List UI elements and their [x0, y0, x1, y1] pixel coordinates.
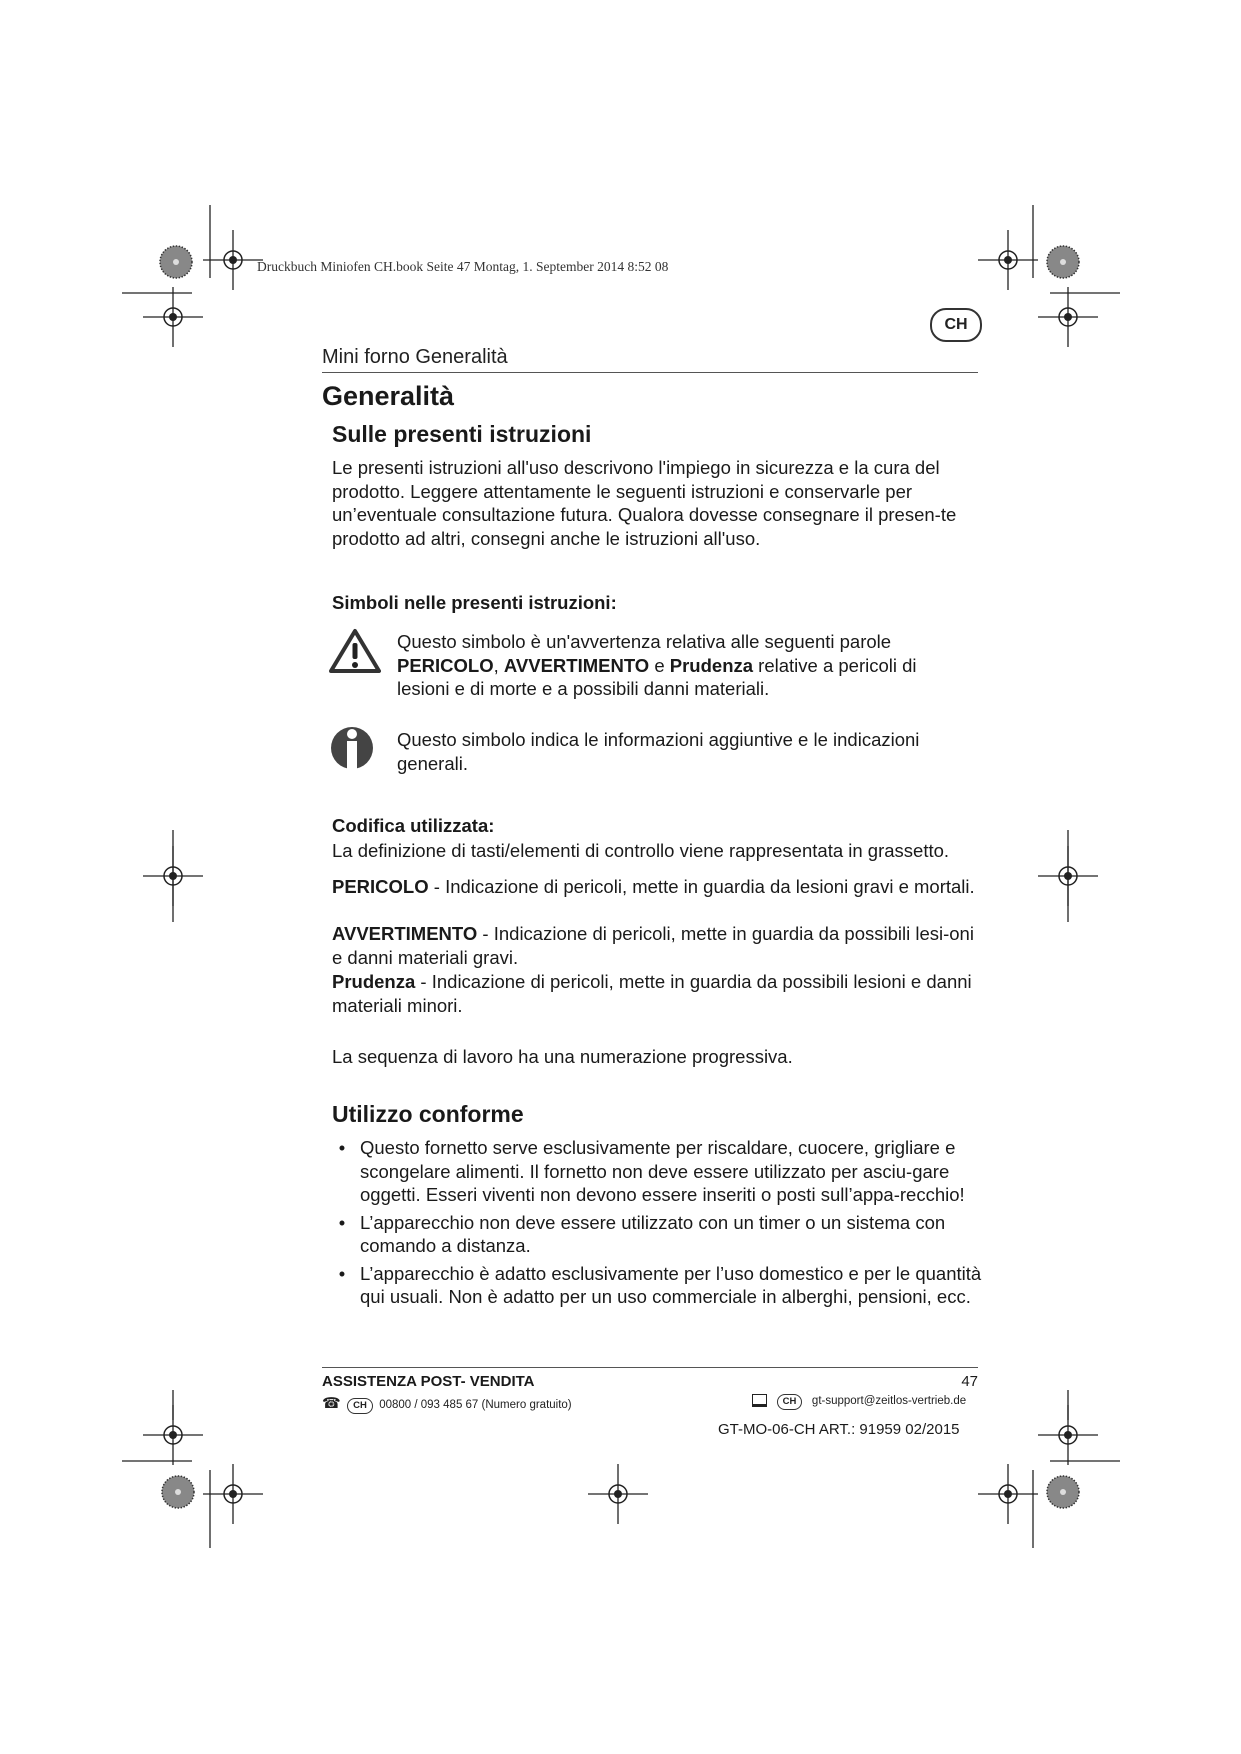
print-info: Druckbuch Miniofen CH.book Seite 47 Montag, 1. September 2014 8:52 08: [257, 259, 669, 274]
bullet-icon: •: [338, 1211, 346, 1233]
info-symbol-text: Questo simbolo indica le informazioni aggiuntive e le indicazioni generali.: [397, 729, 920, 774]
phone-contact: [322, 1394, 572, 1414]
country-code-badge: CH: [347, 1398, 373, 1414]
section-title-instructions: Sulle presenti istruzioni: [332, 421, 592, 447]
warning-text-2: relative a pericoli di lesioni e di morte e a possibili danni materiali.: [397, 654, 917, 699]
warning-text-1: Questo simbolo è un'avvertenza relativa alle seguenti parole: [397, 631, 892, 652]
list-item-text: Questo fornetto serve esclusivamente per riscaldare, cuocere, grigliare e scongelare alimenti. Il fornetto non deve essere utilizzato per asciu-gare oggetti. Esseri viventi non devono essere inseriti o posti sull’appa-recchio!: [360, 1137, 965, 1205]
keyword-avvertimento: AVVERTIMENTO: [503, 654, 650, 676]
color-target-mark: [162, 1476, 194, 1508]
email-contact: [752, 1394, 966, 1410]
keyword-prudenza: Prudenza: [332, 971, 416, 992]
color-target-mark: [160, 246, 192, 278]
crosshair-mark: [143, 287, 203, 347]
coding-item-text: - Indicazione di pericoli, mette in guardia da possibili lesioni e danni materiali minori.: [332, 971, 972, 1016]
header-rule: [322, 372, 978, 373]
coding-item-text: - Indicazione di pericoli, mette in guardia da lesioni gravi e mortali.: [428, 876, 975, 897]
crosshair-mark: [978, 230, 1038, 290]
keyword-prudenza: Prudenza: [669, 654, 754, 676]
color-target-mark: [1047, 1476, 1079, 1508]
crosshair-mark: [1038, 287, 1098, 347]
info-icon: [329, 725, 375, 771]
list-item: [332, 1262, 982, 1309]
laptop-icon: [752, 1394, 767, 1407]
coding-item-pericolo: [332, 875, 982, 899]
support-email[interactable]: gt-support@zeitlos-vertrieb.de: [811, 1395, 967, 1407]
coding-item-avvertimento: [332, 922, 982, 969]
country-code-badge: CH: [777, 1394, 803, 1410]
crosshair-mark: [203, 230, 263, 290]
list-item-text: L’apparecchio non deve essere utilizzato con un timer o un sistema con comando a distanza.: [360, 1211, 946, 1256]
list-item: [332, 1136, 982, 1207]
coding-definition: La definizione di tasti/elementi di controllo viene rappresentata in grassetto.: [332, 840, 950, 861]
warning-separator: ,: [493, 654, 504, 676]
symbols-title: Simboli nelle presenti istruzioni:: [332, 592, 617, 613]
coding-title: Codifica utilizzata:: [332, 815, 495, 836]
telephone-icon: ☎: [322, 1395, 341, 1412]
sequence-note: La sequenza di lavoro ha una numerazione progressiva.: [332, 1046, 793, 1067]
instructions-paragraph: Le presenti istruzioni all'uso descrivono l'impiego in sicurezza e la cura del prodotto. Leggere attentamente le seguenti istruzioni e conservarle per un’eventuale consultazione futura. Qualora dovesse consegnare il presen-te prodotto ad altri, consegni anche le istruzioni all'uso.: [332, 457, 957, 549]
running-header: Mini forno Generalità: [322, 346, 508, 368]
keyword-avvertimento: AVVERTIMENTO: [332, 923, 478, 944]
page-number: 47: [961, 1373, 978, 1390]
crosshair-mark: [588, 1464, 648, 1524]
warning-icon: [329, 628, 381, 674]
phone-number: 00800 / 093 485 67 (Numero gratuito): [379, 1399, 572, 1411]
list-item: [332, 1211, 982, 1258]
page-title: Generalità: [322, 381, 455, 411]
bullet-icon: •: [338, 1262, 346, 1284]
warning-symbol-text: [397, 630, 967, 701]
coding-item-text: - Indicazione di pericoli, mette in guardia da possibili lesi-oni e danni materiali gravi.: [332, 923, 974, 968]
footer-rule: [322, 1367, 978, 1368]
service-title: ASSISTENZA POST- VENDITA: [322, 1373, 535, 1390]
keyword-pericolo: PERICOLO: [332, 876, 429, 897]
country-badge: CH: [930, 308, 982, 342]
color-target-mark: [1047, 246, 1079, 278]
coding-item-prudenza: [332, 970, 982, 1017]
crosshair-mark: [203, 1464, 263, 1524]
warning-separator: e: [649, 654, 670, 676]
crosshair-mark: [978, 1464, 1038, 1524]
list-item-text: L’apparecchio è adatto esclusivamente per l’uso domestico e per le quantità qui usuali. Non è adatto per un uso commerciale in alberghi, pensioni, ecc.: [360, 1262, 982, 1307]
section-title-intended-use: Utilizzo conforme: [332, 1101, 524, 1127]
bullet-icon: •: [338, 1137, 346, 1158]
keyword-pericolo: PERICOLO: [397, 654, 494, 676]
intended-use-list: [332, 1136, 982, 1313]
article-number: GT-MO-06-CH ART.: 91959 02/2015: [718, 1421, 960, 1438]
